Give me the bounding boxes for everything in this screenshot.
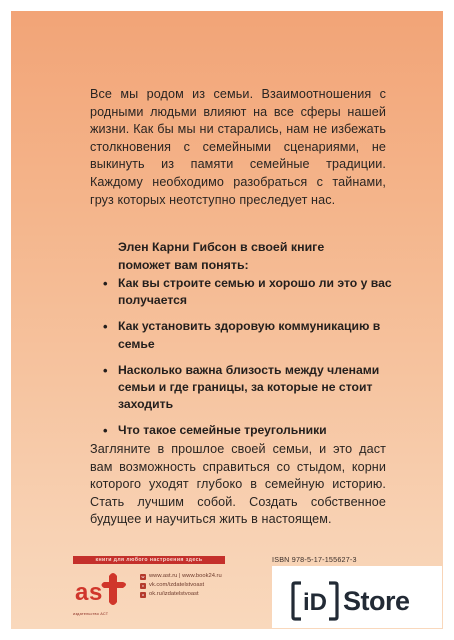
bullet-icon: • [103, 276, 108, 291]
book-back-cover [11, 11, 443, 629]
lead-heading: Элен Карни Гибсон в своей книге поможет вам понять: [118, 240, 325, 272]
bullet-icon: • [103, 319, 108, 335]
idstore-watermark [291, 578, 410, 624]
id-bracket-logo [291, 580, 339, 622]
list-item-text: Как установить здоровую коммуникацию в семье [118, 319, 381, 351]
brand-name: Store [343, 585, 410, 616]
intro-paragraph: Все мы родом из семьи. Взаимоотношения с родными людьми влияют на все сферы нашей жизни. Как бы мы ни старались, нам не избежать столкновения с семейными сценариями, не выкинуть из памяти семейные традиции. Каждому необходимо разобраться с тайнами, груз которых неотступно преследует нас. [90, 87, 386, 207]
contact-text: www.ast.ru | www.book24.ru [149, 573, 222, 579]
list-item-text: Что такое семейные треугольники [118, 423, 327, 438]
svg-text:a: a [75, 579, 89, 606]
contact-text: vk.com/izdatelstvoast [149, 582, 205, 588]
ast-logo-icon [73, 568, 131, 612]
web-icon: w [141, 573, 145, 579]
contact-row [140, 581, 240, 590]
bracket-icon [291, 580, 339, 622]
publisher-subtitle: издательство АСТ [73, 612, 109, 616]
publisher-contacts [140, 572, 240, 599]
brand-prefix: iD [303, 589, 327, 616]
tagline-strip: книги для любого настроения здесь [73, 556, 225, 564]
vk-icon: v [142, 582, 144, 588]
publisher-logo [73, 568, 131, 618]
list-item-text: Насколько важна близость между членами семьи и где границы, за которые не стоит заходить [118, 362, 380, 412]
contact-row [140, 590, 240, 599]
ok-icon: o [141, 591, 145, 597]
list-item [103, 318, 403, 352]
contact-row [140, 572, 240, 581]
list-item [103, 422, 403, 439]
isbn-number: ISBN 978-5-17-155627-3 [272, 555, 357, 564]
bullet-icon: • [103, 362, 108, 378]
svg-text:s: s [89, 579, 103, 606]
bullet-list [103, 275, 403, 449]
list-item [103, 362, 403, 414]
list-item-text: Как вы строите семью и хорошо ли это у вас получается [118, 276, 392, 308]
closing-paragraph: Загляните в прошлое своей семьи, и это даст вам возможность справиться со стыдом, корни которого уходят глубоко в семейную историю. Стать лучшим собой. Создать собственное будущее и научиться жить в настоящем. [90, 442, 386, 527]
bullet-icon: • [103, 423, 108, 439]
contact-text: ok.ru/izdatelstvoast [149, 591, 199, 597]
list-item [103, 275, 403, 309]
